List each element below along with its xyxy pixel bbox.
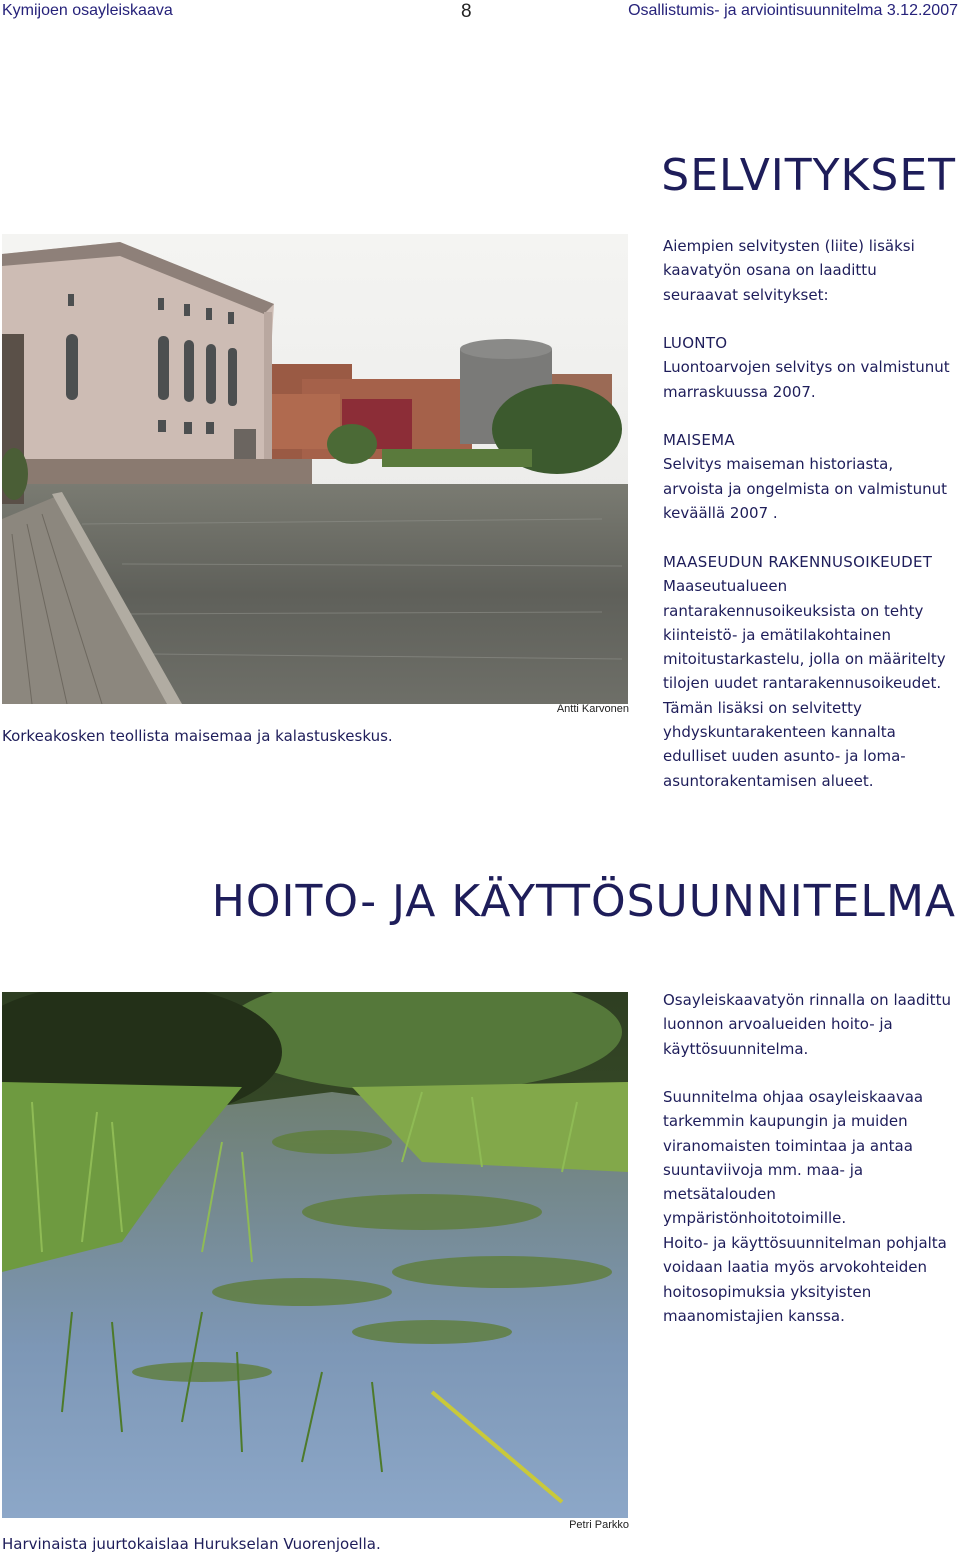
- luonto-heading: LUONTO: [663, 334, 728, 352]
- hoito-paragraph-2: [663, 1085, 955, 1231]
- photo-industrial-riverside-image: [2, 234, 628, 704]
- header-plan-title: Osallistumis- ja arviointisuunnitelma 3.12.2007: [628, 2, 958, 19]
- maisema-block: [663, 428, 955, 525]
- photo-caption: Korkeakosken teollista maisemaa ja kalastuskeskus.: [2, 727, 393, 745]
- maisema-text: Selvitys maiseman historiasta, arvoista ja ongelmista on valmistunut keväällä 2007 .: [663, 455, 947, 522]
- header-document-title: Kymijoen osayleiskaava: [2, 2, 173, 19]
- maisema-heading: MAISEMA: [663, 431, 735, 449]
- hoito-text-2: Suunnitelma ohjaa osayleiskaavaa tarkemmin kaupungin ja muiden viranomaisten toimintaa ja antaa suuntaviivoja mm. maa- ja metsätalouden ympäristönhoitotoimille.: [663, 1088, 924, 1228]
- hoito-paragraph-3: [663, 1231, 955, 1328]
- photo-credit: Antti Karvonen: [556, 703, 629, 715]
- photo-river-vegetation: [2, 992, 628, 1518]
- photo-industrial-riverside: [2, 234, 628, 704]
- page-number: 8: [461, 1, 472, 22]
- hoito-paragraph-1: [663, 988, 955, 1061]
- section-title-selvitykset: SELVITYKSET: [661, 150, 956, 201]
- maaseutu-text: Maaseutualueen rantarakennusoikeuksista on tehty kiinteistö- ja emätilakohtainen mitoitustarkastelu, jolla on määritelty tilojen uudet rantarakennusoikeudet. Tämän lisäksi on selvitetty yhdyskuntarakenteen kannalta edulliset uuden asunto- ja loma-asuntorakentamisen alueet.: [663, 577, 946, 790]
- luonto-block: [663, 331, 955, 404]
- hoito-text-3: Hoito- ja käyttösuunnitelman pohjalta voidaan laatia myös arvokohteiden hoitosopimuksia yksityisten maanomistajien kanssa.: [663, 1234, 947, 1325]
- maaseutu-heading: MAASEUDUN RAKENNUSOIKEUDET: [663, 553, 933, 571]
- photo-credit: Petri Parkko: [569, 1519, 629, 1531]
- luonto-text: Luontoarvojen selvitys on valmistunut marraskuussa 2007.: [663, 358, 950, 401]
- hoito-text-1: Osayleiskaavatyön rinnalla on laadittu luonnon arvoalueiden hoito- ja käyttösuunnitelma.: [663, 991, 951, 1058]
- intro-text: Aiempien selvitysten (liite) lisäksi kaavatyön osana on laadittu seuraavat selvitykset:: [663, 237, 915, 304]
- photo-river-vegetation-image: [2, 992, 628, 1518]
- maaseutu-block: [663, 550, 955, 793]
- section-title-hoito: HOITO- JA KÄYTTÖSUUNNITELMA: [211, 876, 956, 927]
- intro-paragraph: [663, 234, 955, 307]
- photo-caption: Harvinaista juurtokaislaa Hurukselan Vuorenjoella.: [2, 1535, 381, 1553]
